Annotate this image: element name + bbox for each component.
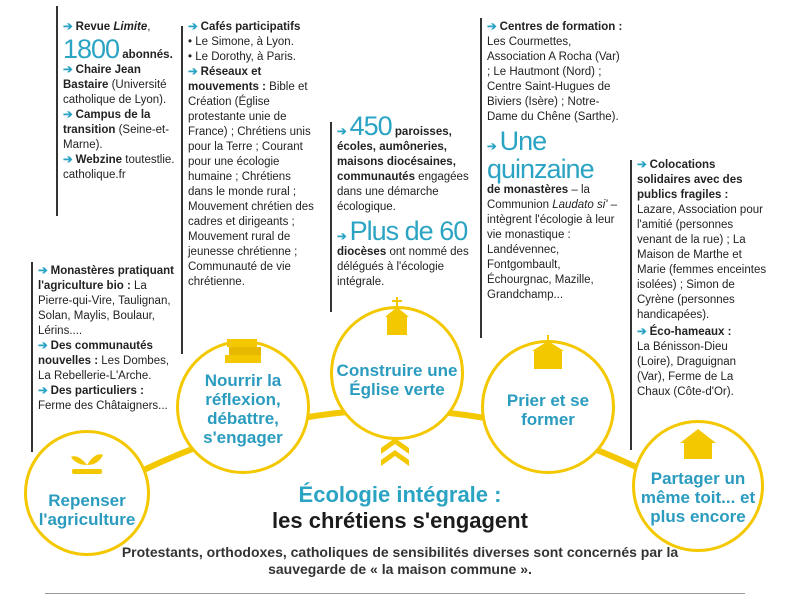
arrow-icon: ➔ xyxy=(63,109,73,121)
books-icon xyxy=(221,337,265,369)
church-block: ➔ 450 paroisses, écoles, aumôneries, maisons diocésaines, communautés engagées dans une démarche écologique. ➔ Plus de 60 diocèses ont nommé des délégués à l'écologie intégrale. xyxy=(337,111,469,288)
housing-block: ➔ Colocations solidaires avec des publics fragiles : Lazare, Association pour l'amitié (personnes venant de la rue) ; La Maison de Marthe et Marie (femmes enceintes isolées) ; Simon de Cyrène (personnes handicapées). ➔ Éco-hameaux : La Bénisson-Dieu (Loire), Draguignan (Var), Ferme de La Chaux (Côte-d'Or). xyxy=(637,159,767,398)
arrow-icon: ➔ xyxy=(188,21,198,33)
house-icon xyxy=(678,427,718,461)
circle-reflexion: Nourrir la réflexion, débattre, s'engager xyxy=(176,340,310,474)
subtitle: Protestants, orthodoxes, catholiques de sensibilités diverses sont concernés par la sauvegarde de « la maison commune ». xyxy=(121,544,679,577)
arrow-icon: ➔ xyxy=(38,340,48,352)
arrow-icon: ➔ xyxy=(487,141,497,153)
circle-agriculture: Repenser l'agriculture xyxy=(24,430,150,556)
chevron-up-icon xyxy=(381,438,409,466)
circle-eglise: Construire une Église verte xyxy=(330,306,464,440)
church-icon xyxy=(379,297,415,337)
arrow-icon: ➔ xyxy=(637,326,647,338)
networks-block: ➔ Cafés participatifs • Le Simone, à Lyon. • Le Dorothy, à Paris. ➔ Réseaux et mouvements : Bible et Création (Église protestante unie de France) ; Chrétiens unis pour la Terre ; Courant pour une écologie humaine ; Chrétiens dans le monde rural ; Mouvement chrétien des cadres et dirigeants ; Mouvement rural de jeunesse chrétienne ; Communauté de vie chrétienne. xyxy=(188,21,314,288)
arrow-icon: ➔ xyxy=(63,64,73,76)
main-title-line2: les chrétiens s'engagent xyxy=(272,508,528,533)
arrow-icon: ➔ xyxy=(63,21,73,33)
revue-number: 1800 xyxy=(63,34,120,64)
arrow-icon: ➔ xyxy=(337,231,347,243)
chapel-icon xyxy=(528,335,568,371)
hand-plant-icon xyxy=(67,443,107,477)
main-title: Écologie intégrale : xyxy=(298,482,502,507)
arrow-icon: ➔ xyxy=(637,159,647,171)
arrow-icon: ➔ xyxy=(188,66,198,78)
arrow-icon: ➔ xyxy=(38,265,48,277)
divider xyxy=(45,593,745,594)
arrow-icon: ➔ xyxy=(337,126,347,138)
media-block: ➔ Revue Limite, 1800 abonnés. ➔ Chaire Jean Bastaire (Université catholique de Lyon). ➔ Campus de la transition (Seine-et-Marne). ➔ Webzine toutestlie. catholique.fr xyxy=(63,21,175,181)
formation-block: ➔ Centres de formation : Les Courmettes, Association A Rocha (Var) ; Le Hautmont (Nord) ; Centre Saint-Hugues de Biviers (Isère) ; Notre-Dame du Chêne (Sarthe). ➔ Une quinzaine de monastères – la Communion Laudato si' – intègrent l'écologie à leur vie monastique : Landévennec, Fontgombault, Échourgnac, Mazille, Grandchamp... xyxy=(487,21,623,301)
arrow-icon: ➔ xyxy=(487,21,497,33)
circle-partager: Partager un même toit... et plus encore xyxy=(632,420,764,552)
agriculture-block: ➔ Monastères pratiquant l'agriculture bio : La Pierre-qui-Vire, Taulignan, Solan, Maylis, Boulaur, Lérins.... ➔ Des communautés nouvelles : Les Dombes, La Rebellerie-L'Arche. ➔ Des particuliers : Ferme des Châtaigners... xyxy=(38,265,174,412)
arrow-icon: ➔ xyxy=(38,385,48,397)
circle-prier: Prier et se former xyxy=(481,340,615,474)
arrow-icon: ➔ xyxy=(63,154,73,166)
